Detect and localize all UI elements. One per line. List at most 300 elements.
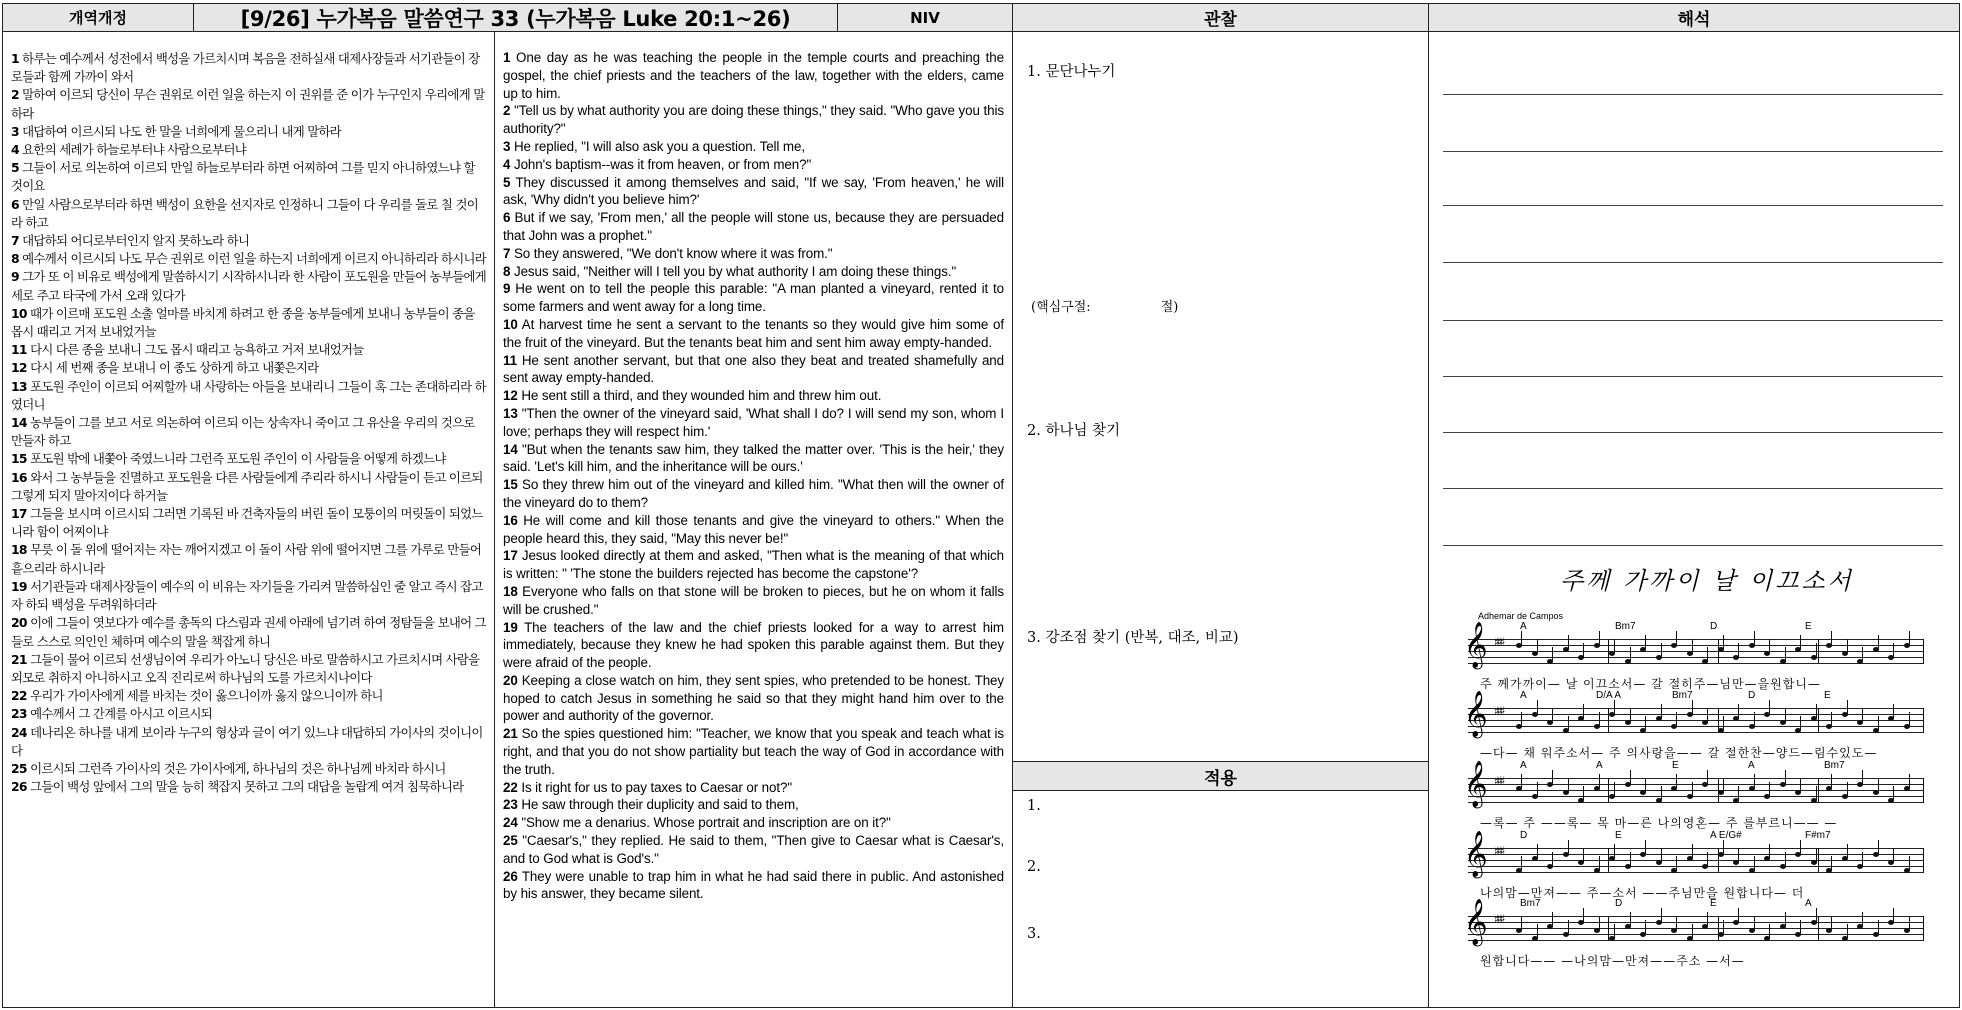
note-head [1702, 659, 1708, 664]
writing-line [1443, 262, 1943, 263]
writing-line [1443, 94, 1943, 95]
note-head [1749, 724, 1755, 729]
note-head [1795, 728, 1801, 733]
note-head [1733, 716, 1739, 721]
note-head [1888, 798, 1894, 803]
verse-number: 9 [11, 269, 19, 285]
verse-number: 14 [11, 415, 27, 431]
korean-verse [11, 341, 488, 359]
korean-verse [11, 159, 488, 195]
note-head [1625, 659, 1631, 664]
korean-verse [11, 578, 488, 614]
verse-text: One day as he was teaching the people in the temple courts and preaching the gospel, the chief priests and the teachers of the law, together with the elders, came up to him. [503, 50, 1004, 101]
note-head [1811, 860, 1817, 865]
key-signature-icon: ♯♯♯ [1494, 704, 1503, 718]
note-head [1733, 655, 1739, 660]
chord-symbol: A [1596, 760, 1603, 771]
key-signature-icon: ♯♯♯ [1494, 635, 1503, 649]
niv-verse [503, 209, 1004, 245]
observation-item-2: 2. 하나님 찾기 [1027, 423, 1121, 439]
writing-line [1443, 545, 1943, 546]
bar-line [1718, 778, 1719, 802]
note-head [1532, 794, 1538, 799]
note-head [1516, 928, 1522, 933]
note-head [1795, 647, 1801, 652]
verse-number: 26 [11, 779, 27, 795]
niv-verse [503, 512, 1004, 548]
application-item-2: 2. [1027, 859, 1041, 875]
note-head [1656, 716, 1662, 721]
verse-number: 21 [503, 726, 518, 742]
chord-symbol: F#m7 [1805, 830, 1831, 841]
note-head [1749, 643, 1755, 648]
niv-verse [503, 868, 1004, 904]
note-head [1904, 928, 1910, 933]
niv-verse [503, 102, 1004, 138]
chord-symbol: E [1672, 760, 1679, 771]
verse-text: "But when the tenants saw him, they talked the matter over. 'This is the heir,' they said. 'Let's kill him, and the inheritance will be ours.' [503, 441, 1004, 475]
music-staff [1464, 760, 1924, 810]
verse-number: 10 [11, 305, 27, 321]
verse-number: 22 [11, 688, 27, 704]
verse-text: He went on to tell the people this parable: "A man planted a vineyard, rented it to some farmers and went away for a long time. [503, 281, 1004, 315]
verse-number: 19 [11, 578, 27, 594]
niv-verse [503, 814, 1004, 832]
note-head [1733, 798, 1739, 803]
note-head [1702, 782, 1708, 787]
note-head [1594, 643, 1600, 648]
verse-number: 18 [503, 583, 518, 599]
note-head [1904, 786, 1910, 791]
bar-line [1718, 848, 1719, 872]
note-head [1656, 860, 1662, 865]
note-head [1764, 936, 1770, 941]
note-head [1671, 868, 1677, 873]
verse-text: "Show me a denarius. Whose portrait and inscription are on it?" [517, 815, 891, 831]
verse-text: Is it right for us to pay taxes to Caesar or not?" [517, 779, 792, 795]
verse-number: 24 [11, 724, 27, 740]
song-title: 주께 가까이 날 이끄소서 [1560, 567, 1854, 595]
note-head [1842, 712, 1848, 717]
niv-verse [503, 476, 1004, 512]
verse-number: 8 [503, 263, 511, 279]
verse-number: 12 [503, 388, 518, 404]
note-head [1749, 928, 1755, 933]
note-head [1857, 782, 1863, 787]
note-head [1749, 868, 1755, 873]
chord-symbol: A [1520, 690, 1527, 701]
note-head [1594, 724, 1600, 729]
bar-line [1608, 639, 1609, 663]
korean-text-column [2, 31, 495, 1008]
note-head [1656, 655, 1662, 660]
song-lyric-line: 원합니다—— —나의맘—만져——주소 —서— [1480, 954, 1745, 968]
verse-text: 예수께서 이르시되 나도 무슨 권위로 이런 일을 하는지 너희에게 이르지 아니하리라 하시니라 [18, 251, 487, 267]
note-head [1516, 643, 1522, 648]
note-head [1578, 860, 1584, 865]
korean-verse [11, 651, 488, 687]
note-head [1656, 920, 1662, 925]
note-head [1640, 932, 1646, 937]
chord-symbol: E [1710, 898, 1717, 909]
niv-verse [503, 156, 1004, 174]
verse-text: They discussed it among themselves and said, "If we say, 'From heaven,' he will ask, 'Why didn't you believe him?' [503, 174, 1004, 208]
korean-verse [11, 505, 488, 541]
application-item-3: 3. [1027, 926, 1041, 942]
bar-line [1608, 848, 1609, 872]
verse-text: But if we say, 'From men,' all the people will stone us, because they are persuaded that John was a prophet." [503, 210, 1004, 243]
note-head [1888, 860, 1894, 865]
note-head [1563, 647, 1569, 652]
verse-number: 17 [503, 548, 518, 564]
page-title: [9/26] 누가복음 말씀연구 33 (누가복음 Luke 20:1~26) [240, 6, 791, 31]
note-head [1873, 790, 1879, 795]
observation-label: 관찰 [1204, 10, 1237, 30]
niv-verse [503, 725, 1004, 778]
verse-text: Everyone who falls on that stone will be broken to pieces, but he on whom it falls will be crushed." [503, 583, 1004, 617]
note-head [1516, 724, 1522, 729]
korean-verse [11, 724, 488, 760]
verse-number: 4 [503, 156, 511, 172]
verse-text: 때가 이르매 포도원 소출 얼마를 바치게 하려고 한 종을 농부들에게 보내니 농부들이 종을 몹시 때리고 거저 보내었거늘 [11, 305, 475, 340]
chord-symbol: Bm7 [1824, 760, 1845, 771]
note-head [1547, 924, 1553, 929]
bar-line [1923, 708, 1924, 732]
writing-line [1443, 376, 1943, 377]
note-head [1842, 856, 1848, 861]
key-signature-icon: ♯♯♯ [1494, 844, 1503, 858]
verse-text: 다시 다른 종을 보내니 그도 몹시 때리고 능욕하고 거저 보내었거늘 [26, 342, 364, 358]
note-head [1857, 659, 1863, 664]
note-head [1625, 720, 1631, 725]
note-head [1625, 782, 1631, 787]
song-lyric-line: —다— 채 워주소서— 주 의사랑을—— 갈 절한찬—양드—림수있도— [1480, 746, 1878, 760]
version-label: 개역개정 [69, 9, 127, 27]
note-head [1842, 651, 1848, 656]
bar-line [1718, 916, 1719, 940]
verse-text: 이르시되 그런즉 가이사의 것은 가이사에게, 하나님의 것은 하나님께 바치라 하시니 [26, 760, 446, 776]
song-composer: Adhemar de Campos [1478, 611, 1564, 621]
note-head [1640, 728, 1646, 733]
music-staff [1464, 690, 1924, 740]
niv-verse [503, 263, 1004, 281]
verse-number: 14 [503, 441, 518, 457]
note-head [1842, 936, 1848, 941]
verse-text: 대답하되 어디로부터인지 알지 못하노라 하니 [18, 233, 250, 249]
chord-symbol: Bm7 [1615, 621, 1636, 632]
bar-line [1818, 916, 1819, 940]
note-head [1764, 651, 1770, 656]
note-head [1702, 864, 1708, 869]
verse-text: 포도원 주인이 이르되 어찌할까 내 사랑하는 아들을 보내리니 그들이 혹 그는 존대하리라 하였더니 [11, 378, 486, 412]
note-head [1873, 728, 1879, 733]
note-head [1609, 856, 1615, 861]
verse-number: 8 [11, 251, 19, 267]
treble-clef-icon: 𝄞 [1464, 622, 1488, 668]
niv-verse [503, 672, 1004, 725]
key-signature-icon: ♯♯♯ [1494, 774, 1503, 788]
verse-number: 4 [11, 142, 19, 158]
verse-text: 무릇 이 돌 위에 떨어지는 자는 깨어지겠고 이 돌이 사람 위에 떨어지면 그를 가루로 만들어 흩으리라 하시니라 [11, 542, 482, 576]
note-head [1563, 932, 1569, 937]
version-header [2, 3, 194, 32]
verse-text: 이에 그들이 엿보다가 예수를 총독의 다스림과 권세 아래에 넘기려 하여 정탐들을 보내어 그들로 스스로 의인인 체하며 예수의 말을 책잡게 하니 [11, 615, 486, 649]
note-head [1811, 716, 1817, 721]
verse-text: 예수께서 그 간계를 아시고 이르시되 [26, 706, 213, 722]
niv-verse [503, 387, 1004, 405]
verse-text: 말하여 이르되 당신이 무슨 권위로 이런 일을 하는지 이 권위를 준 이가 누구인지 우리에게 말하라 [11, 87, 485, 121]
niv-verse [503, 316, 1004, 352]
verse-text: 그들이 물어 이르되 선생님이여 우리가 아노니 당신은 바로 말씀하시고 가르치시며 사람을 외모로 취하지 아니하시고 오직 진리로써 하나님의 도를 가르치시나이다 [11, 651, 480, 685]
korean-verse [11, 268, 488, 304]
treble-clef-icon: 𝄞 [1464, 899, 1488, 945]
bar-line [1923, 778, 1924, 802]
verse-number: 22 [503, 779, 518, 795]
note-head [1578, 798, 1584, 803]
chord-symbol: E [1615, 830, 1622, 841]
note-head [1780, 782, 1786, 787]
page-title-cell [193, 3, 838, 32]
note-head [1904, 643, 1910, 648]
note-head [1578, 920, 1584, 925]
verse-number: 12 [11, 360, 27, 376]
verse-text: "Caesar's," they replied. He said to them, "Then give to Caesar what is Caesar's, and to God what is God's." [503, 833, 1004, 866]
note-head [1547, 659, 1553, 664]
verse-text: 농부들이 그를 보고 서로 의논하여 이르되 이는 상속자니 죽이고 그 유산을 우리의 것으로 만들자 하고 [11, 415, 475, 449]
note-head [1594, 786, 1600, 791]
note-head [1811, 798, 1817, 803]
note-head [1780, 659, 1786, 664]
verse-text: John's baptism--was it from heaven, or from men?" [510, 156, 812, 172]
korean-verse [11, 305, 488, 341]
chord-symbol: A [1748, 760, 1755, 771]
chord-symbol: D [1710, 621, 1718, 632]
verse-number: 3 [503, 138, 511, 154]
chord-symbol: D [1520, 830, 1528, 841]
key-signature-icon: ♯♯♯ [1494, 912, 1503, 926]
note-head [1687, 856, 1693, 861]
verse-number: 18 [11, 542, 27, 558]
niv-verse [503, 174, 1004, 210]
note-head [1780, 924, 1786, 929]
verse-number: 16 [503, 512, 518, 528]
writing-line [1443, 432, 1943, 433]
note-head [1578, 716, 1584, 721]
korean-verse [11, 450, 488, 468]
verse-text: 그가 또 이 비유로 백성에게 말씀하시기 시작하시니라 한 사람이 포도원을 만들어 농부들에게 세로 주고 타국에 가서 오래 있다가 [11, 269, 487, 303]
key-verse-label: (핵심구절: 절) [1031, 300, 1179, 315]
chord-symbol: D/A A [1596, 690, 1622, 701]
verse-number: 5 [11, 160, 19, 176]
note-head [1873, 932, 1879, 937]
note-head [1904, 724, 1910, 729]
note-head [1609, 712, 1615, 717]
interpretation-header [1428, 3, 1960, 32]
korean-verse [11, 414, 488, 450]
verse-number: 24 [503, 815, 518, 831]
music-staff [1464, 830, 1924, 880]
korean-verse [11, 141, 488, 159]
observation-item-1: 1. 문단나누기 [1027, 64, 1116, 80]
song-lyric-line: 나의맘—만져—— 주—소서 ——주님만을 원합니다— 더 [1480, 886, 1805, 900]
note-head [1811, 655, 1817, 660]
note-head [1857, 864, 1863, 869]
note-head [1795, 932, 1801, 937]
korean-verse [11, 469, 488, 505]
note-head [1687, 794, 1693, 799]
note-head [1857, 924, 1863, 929]
verse-text: He will come and kill those tenants and give the vineyard to others." When the people heard this, they said, "May this never be!" [503, 512, 1004, 546]
note-head [1687, 712, 1693, 717]
note-head [1594, 928, 1600, 933]
korean-verse [11, 232, 488, 250]
verse-number: 26 [503, 868, 518, 884]
bar-line [1923, 848, 1924, 872]
verse-text: 다시 세 번째 종을 보내니 이 종도 상하게 하고 내쫓은지라 [26, 360, 319, 376]
bar-line [1718, 708, 1719, 732]
verse-number: 25 [11, 760, 27, 776]
verse-text: 그들이 서로 의논하여 이르되 만일 하늘로부터라 하면 어찌하여 그를 믿지 아니하였느냐 할 것이요 [11, 160, 475, 194]
verse-text: So they threw him out of the vineyard and killed him. "What then will the owner of the vineyard do to them? [503, 477, 1004, 510]
verse-text: "Tell us by what authority you are doing these things," they said. "Who gave you this authority?" [503, 103, 1004, 137]
korean-verse [11, 778, 488, 796]
verse-text: They were unable to trap him in what he had said there in public. And astonished by his answer, they became silent. [503, 868, 1004, 902]
niv-header [837, 3, 1013, 32]
note-head [1687, 936, 1693, 941]
music-staff [1464, 898, 1924, 948]
note-head [1625, 864, 1631, 869]
bar-line [1923, 639, 1924, 663]
note-head [1671, 724, 1677, 729]
interpretation-label: 해석 [1677, 10, 1711, 30]
verse-text: 그들이 백성 앞에서 그의 말을 능히 책잡지 못하고 그의 대답을 놀랍게 여겨 침묵하니라 [26, 779, 464, 795]
note-head [1764, 712, 1770, 717]
verse-number: 20 [11, 615, 27, 631]
note-head [1609, 651, 1615, 656]
verse-number: 7 [503, 245, 511, 261]
note-head [1547, 864, 1553, 869]
verse-text: He replied, "I will also ask you a question. Tell me, [510, 138, 805, 154]
note-head [1671, 786, 1677, 791]
note-head [1795, 852, 1801, 857]
korean-verse [11, 614, 488, 650]
verse-text: 데나리온 하나를 내게 보이라 누구의 형상과 글이 여기 있느냐 대답하되 가이사의 것이니이다 [11, 724, 483, 758]
note-head [1640, 647, 1646, 652]
note-head [1780, 864, 1786, 869]
note-head [1842, 794, 1848, 799]
note-head [1532, 712, 1538, 717]
niv-text-column [494, 31, 1013, 1008]
note-head [1702, 720, 1708, 725]
verse-number: 23 [11, 706, 27, 722]
treble-clef-icon: 𝄞 [1464, 691, 1488, 737]
song-lyric-line: 주 께가까이— 날 이끄소서— 갈 절히주—님만—을원합니— [1480, 677, 1821, 691]
bar-line [1818, 639, 1819, 663]
verse-number: 2 [11, 87, 19, 103]
observation-box [1012, 31, 1429, 762]
bar-line [1608, 916, 1609, 940]
note-head [1516, 868, 1522, 873]
verse-number: 1 [11, 51, 19, 66]
note-head [1826, 928, 1832, 933]
verse-number: 11 [11, 342, 27, 358]
chord-symbol: A [1805, 898, 1812, 909]
song-lyric-line: —록— 주 ——록— 목 마—른 나의영혼— 주 를부르니—— — [1480, 816, 1838, 830]
korean-verse [11, 760, 488, 778]
chord-symbol: D [1748, 690, 1756, 701]
korean-verse [11, 50, 488, 86]
verse-text: "Then the owner of the vineyard said, 'What shall I do? I will send my son, whom I love; perhaps they will respect him.' [503, 405, 1004, 439]
chord-symbol: A E/G# [1710, 830, 1742, 841]
chord-symbol: D [1615, 898, 1623, 909]
verse-text: Jesus looked directly at them and asked, "Then what is the meaning of that which is written: " 'The stone the builders rejected has become the capstone'? [503, 548, 1004, 582]
verse-number: 13 [11, 378, 27, 394]
verse-text: 포도원 밖에 내쫓아 죽였느니라 그런즉 포도원 주인이 이 사람들을 어떻게 하겠느냐 [26, 451, 446, 467]
verse-text: He saw through their duplicity and said to them, [517, 797, 799, 813]
verse-number: 2 [503, 103, 511, 119]
note-head [1702, 924, 1708, 929]
writing-line [1443, 488, 1943, 489]
note-head [1733, 860, 1739, 865]
bar-line [1923, 916, 1924, 940]
niv-verse [503, 547, 1004, 583]
note-head [1749, 786, 1755, 791]
note-head [1826, 643, 1832, 648]
korean-verse [11, 541, 488, 577]
writing-line [1443, 151, 1943, 152]
note-head [1594, 868, 1600, 873]
note-head [1640, 790, 1646, 795]
verse-number: 10 [503, 316, 518, 332]
verse-text: So the spies questioned him: "Teacher, we know that you speak and teach what is right, and that you do not show partiality but teach the way of God in accordance with the truth. [503, 726, 1004, 777]
verse-number: 19 [503, 619, 518, 635]
note-head [1764, 856, 1770, 861]
niv-verse [503, 138, 1004, 156]
verse-number: 1 [503, 50, 511, 65]
note-head [1609, 794, 1615, 799]
verse-text: 요한의 세례가 하늘로부터냐 사람으로부터냐 [18, 142, 246, 158]
verse-number: 17 [11, 506, 27, 522]
korean-verse [11, 378, 488, 414]
verse-number: 7 [11, 233, 19, 249]
chord-symbol: E [1805, 621, 1812, 632]
note-head [1547, 782, 1553, 787]
observation-header [1012, 3, 1429, 32]
verse-number: 15 [11, 451, 27, 467]
korean-verse [11, 705, 488, 723]
note-head [1826, 786, 1832, 791]
niv-verse [503, 619, 1004, 672]
note-head [1904, 868, 1910, 873]
verse-text: 만일 사람으로부터라 하면 백성이 요한을 선지자로 인정하니 그들이 다 우리를 돌로 칠 것이라 하고 [11, 196, 478, 230]
verse-text: 우리가 가이사에게 세를 바치는 것이 옳으니이까 옳지 않으니이까 하니 [26, 688, 383, 704]
note-head [1888, 716, 1894, 721]
note-head [1811, 920, 1817, 925]
note-head [1532, 651, 1538, 656]
verse-number: 13 [503, 405, 518, 421]
application-box [1012, 790, 1429, 1008]
note-head [1640, 852, 1646, 857]
verse-number: 5 [503, 174, 511, 190]
note-head [1795, 790, 1801, 795]
verse-number: 20 [503, 672, 518, 688]
verse-text: 그들을 보시며 이르시되 그러면 기록된 바 건축자들의 버린 돌이 모퉁이의 머릿돌이 되었느니라 함이 어찌이냐 [11, 506, 483, 540]
niv-verse [503, 352, 1004, 388]
bar-line [1818, 848, 1819, 872]
note-head [1563, 852, 1569, 857]
note-head [1888, 655, 1894, 660]
note-head [1780, 720, 1786, 725]
